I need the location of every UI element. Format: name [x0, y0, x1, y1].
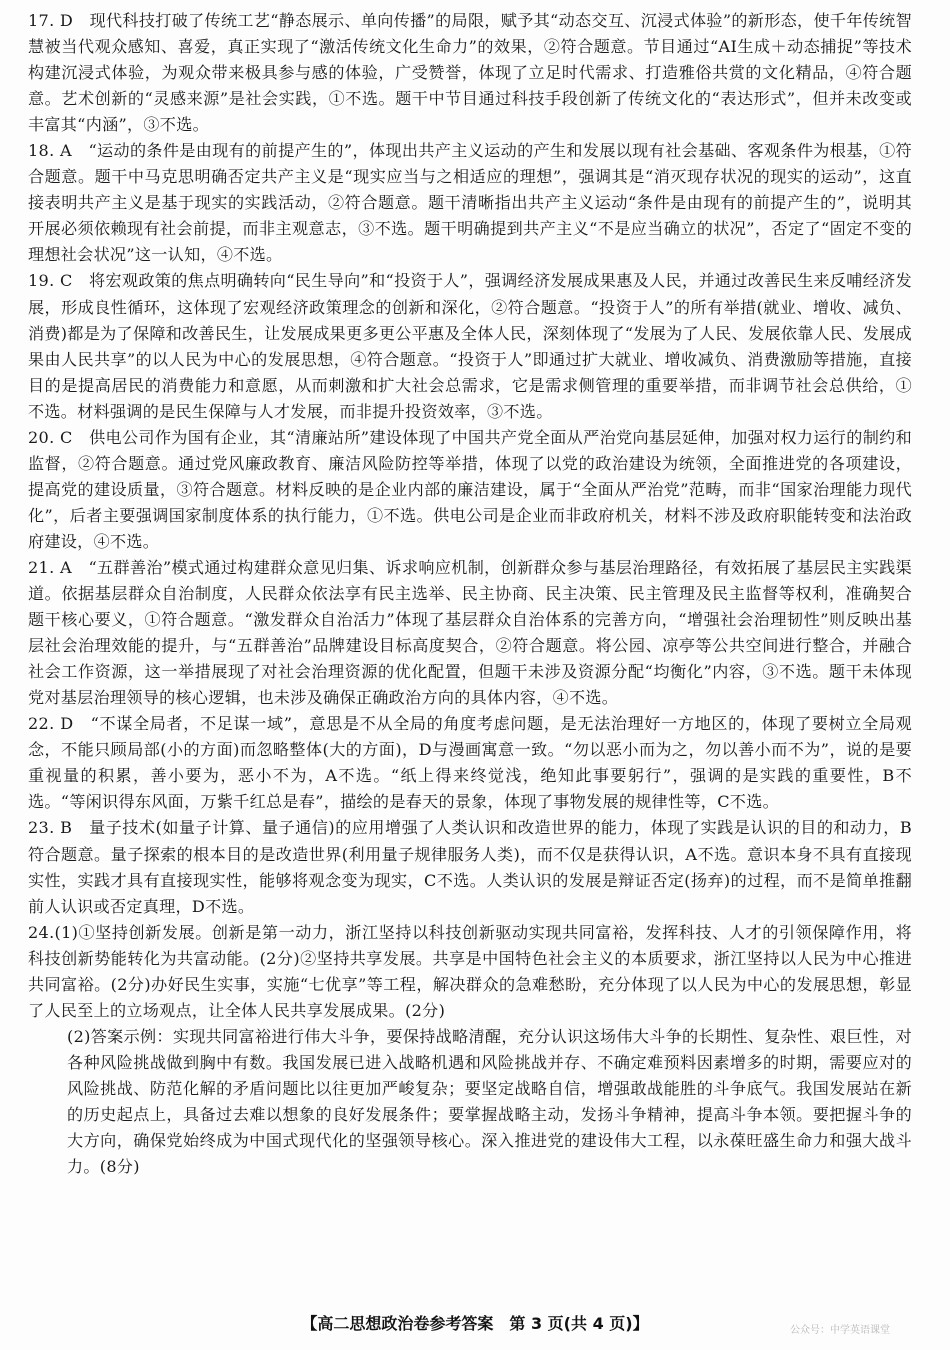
watermark-text: 公众号：中学英语课堂	[790, 1325, 890, 1336]
answer-18-head: 18. A	[28, 141, 72, 161]
answer-23-head: 23. B	[28, 818, 73, 838]
answer-23	[28, 815, 912, 919]
answer-22-text: “不谋全局者，不足谋一域”，意思是不从全局的角度考虑问题，是无法治理好一方地区的，体现了要树立全局观念，不能只顾局部(小的方面)而忽略整体(大的方面)，D与漫画寓意一致。“勿以恶小而为之，勿以善小而不为”，说的是要重视量的积累，善小要为，恶小不为，A不选。“纸上得来终觉浅，绝知此事要躬行”，强调的是实践的重要性，B不选。“等闲识得东风面，万紫千红总是春”，描绘的是春天的景象，体现了事物发展的规律性等，C不选。	[28, 714, 912, 812]
answer-18-text: “运动的条件是由现有的前提产生的”，体现出共产主义运动的产生和发展以现有社会基础、客观条件为根基，①符合题意。题干中马克思明确否定共产主义是“现实应当与之相适应的理想”，强调其是“消灭现存状况的现实的运动”，这直接表明共产主义是基于现实的实践活动，②符合题意。题干清晰指出共产主义运动“条件是由现有的前提产生的”，说明其开展必须依赖现有社会前提，而非主观意志，③不选。题干明确提到共产主义“不是应当确立的状况”，否定了“固定不变的理想社会状况”这一认知，④不选。	[28, 141, 912, 265]
answer-24-part1	[28, 920, 912, 1024]
answer-19	[28, 268, 912, 424]
answer-24-head: 24.	[28, 922, 55, 942]
answer-21	[28, 555, 912, 711]
answer-22	[28, 711, 912, 815]
answer-17-text: 现代科技打破了传统工艺“静态展示、单向传播”的局限，赋予其“动态交互、沉浸式体验”的新形态，使千年传统智慧被当代观众感知、喜爱，真正实现了“激活传统文化生命力”的效果，②符合题意。节目通过“AI生成＋动态捕捉”等技术构建沉浸式体验，为观众带来极具参与感的体验，广受赞誉，体现了立足时代需求、打造雅俗共赏的文化精品，④符合题意。艺术创新的“灵感来源”是社会实践，①不选。题干中节目通过科技手段创新了传统文化的“表达形式”，但并未改变或丰富其“内涵”，③不选。	[28, 11, 912, 135]
answer-19-text: 将宏观政策的焦点明确转向“民生导向”和“投资于人”，强调经济发展成果惠及人民，并通过改善民生来反哺经济发展，形成良性循环，这体现了宏观经济政策理念的创新和深化，②符合题意。“投资于人”的所有举措(就业、增收、减负、消费)都是为了保障和改善民生，让发展成果更多更公平惠及全体人民，深刻体现了“发展为了人民、发展依靠人民、发展成果由人民共享”的以人民为中心的发展思想，④符合题意。“投资于人”即通过扩大就业、增收减负、消费激励等措施，直接目的是提高居民的消费能力和意愿，从而刺激和扩大社会总需求，它是需求侧管理的重要举措，而非调节社会总供给，①不选。材料强调的是民生保障与人才发展，而非提升投资效率，③不选。	[28, 271, 912, 421]
answer-content	[28, 8, 912, 1180]
answer-21-text: “五群善治”模式通过构建群众意见归集、诉求响应机制，创新群众参与基层治理路径，有效拓展了基层民主实践渠道。依据基层群众自治制度，人民群众依法享有民主选举、民主协商、民主决策、民主管理及民主监督等权利，准确契合题干核心要义，①符合题意。“激发群众自治活力”体现了基层群众自治体系的完善方向，“增强社会治理韧性”则反映出基层社会治理效能的提升，与“五群善治”品牌建设目标高度契合，②符合题意。将公园、凉亭等公共空间进行整合，并融合社会工作资源，这一举措展现了对社会治理资源的优化配置，但题干未涉及资源分配“均衡化”内容，③不选。题干未体现党对基层治理领导的核心逻辑，也未涉及确保正确政治方向的具体内容，④不选。	[28, 557, 912, 708]
answer-23-text: 量子技术(如量子计算、量子通信)的应用增强了人类认识和改造世界的能力，体现了实践是认识的目的和动力，B符合题意。量子探索的根本目的是改造世界(利用量子规律服务人类)，而不仅是获得认识，A不选。意识本身不具有直接现实性，实践才具有直接现实性，能够将观念变为现实，C不选。人类认识的发展是辩证否定(扬弃)的过程，而不是简单推翻前人认识或否定真理，D不选。	[28, 818, 912, 916]
answer-19-head: 19. C	[28, 271, 73, 291]
answer-17	[28, 8, 912, 138]
answer-17-head: 17. D	[28, 11, 74, 30]
answer-21-head: 21. A	[28, 557, 72, 577]
answer-24-part2-text: (2)答案示例：实现共同富裕进行伟大斗争，要保持战略清醒，充分认识这场伟大斗争的长期性、复杂性、艰巨性，对各种风险挑战做到胸中有数。我国发展已进入战略机遇和风险挑战并存、不确定难预料因素增多的时期，需要应对的风险挑战、防范化解的矛盾问题比以往更加严峻复杂；要坚定战略自信，增强敢战能胜的斗争底气。我国发展站在新的历史起点上，具备过去难以想象的良好发展条件；要掌握战略主动，发扬斗争精神，提高斗争本领。要把握斗争的大方向，确保党始终成为中国式现代化的坚强领导核心。深入推进党的建设伟大工程，以永葆旺盛生命力和强大战斗力。(8分)	[67, 1026, 912, 1177]
answer-20	[28, 425, 912, 555]
answer-24-part2	[28, 1024, 912, 1180]
answer-22-head: 22. D	[28, 714, 74, 734]
answer-20-head: 20. C	[28, 427, 73, 447]
answer-20-text: 供电公司作为国有企业，其“清廉站所”建设体现了中国共产党全面从严治党向基层延伸，加强对权力运行的制约和监督，②符合题意。通过党风廉政教育、廉洁风险防控等举措，体现了以党的政治建设为统领，全面推进党的各项建设，提高党的建设质量，③符合题意。材料反映的是企业内部的廉洁建设，属于“全面从严治党”范畴，而非“国家治理能力现代化”，后者主要强调国家制度体系的执行能力，①不选。供电公司是企业而非政府机关，材料不涉及政府职能转变和法治政府建设，④不选。	[28, 427, 912, 551]
answer-24-part1-text: (1)①坚持创新发展。创新是第一动力，浙江坚持以科技创新驱动实现共同富裕，发挥科技、人才的引领保障作用，将科技创新势能转化为共富动能。(2分)②坚持共享发展。共享是中国特色社会主义的本质要求，浙江坚持以人民为中心推进共同富裕。(2分)办好民生实事，实施“七优享”等工程，解决群众的急难愁盼，充分体现了以人民为中心的发展思想，彰显了人民至上的立场观点，让全体人民共享发展成果。(2分)	[28, 922, 912, 1020]
answer-18	[28, 138, 912, 268]
footer-text: 【高二思想政治卷参考答案 第 3 页(共 4 页)】	[301, 1314, 649, 1333]
